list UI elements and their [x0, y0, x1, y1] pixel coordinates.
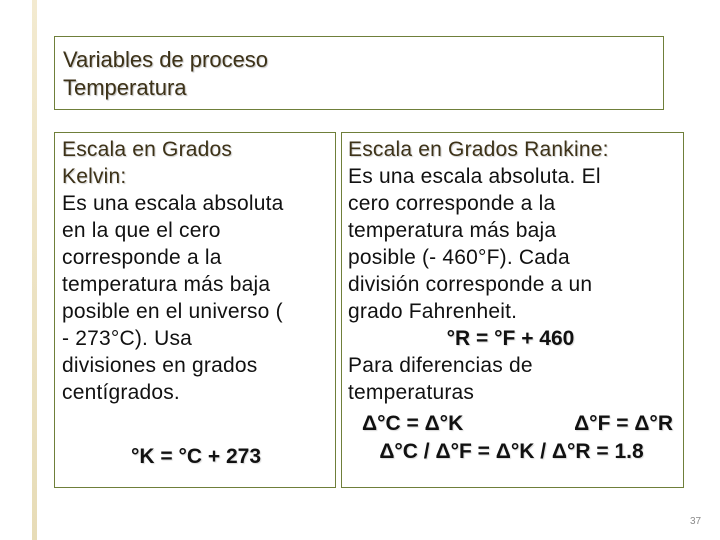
- rankine-body-line: temperatura más baja: [348, 219, 557, 242]
- kelvin-body-line: - 273°C). Usa: [62, 327, 193, 350]
- kelvin-body-line: temperatura más baja: [62, 273, 271, 296]
- rankine-formula: °R = °F + 460: [446, 327, 575, 350]
- diff-formula-celsius-kelvin: Δ°C = Δ°K: [362, 412, 464, 435]
- kelvin-heading-line-2: Kelvin:: [62, 165, 127, 188]
- rankine-column: [341, 132, 684, 488]
- ratio-formula: Δ°C / Δ°F = Δ°K / Δ°R = 1.8: [379, 440, 644, 463]
- differences-line: Para diferencias de: [348, 354, 533, 377]
- title-line-2: Temperatura: [63, 75, 187, 100]
- difference-formulas: [348, 410, 683, 438]
- kelvin-body-line: Es una escala absoluta: [62, 192, 284, 215]
- title-box: [54, 36, 664, 110]
- kelvin-body-line: en la que el cero: [62, 219, 221, 242]
- kelvin-body-line: posible en el universo (: [62, 300, 283, 323]
- decorative-side-bar: [32, 0, 37, 540]
- kelvin-formula: °K = °C + 273: [130, 445, 262, 468]
- rankine-body-line: grado Fahrenheit.: [348, 300, 518, 323]
- diff-formula-fahrenheit-rankine: Δ°F = Δ°R: [574, 412, 673, 435]
- rankine-body-line: división corresponde a un: [348, 273, 593, 296]
- rankine-body-line: cero corresponde a la: [348, 192, 556, 215]
- rankine-heading: Escala en Grados Rankine:: [348, 138, 609, 161]
- page-number: 37: [690, 516, 702, 527]
- rankine-body-line: posible (- 460°F). Cada: [348, 246, 570, 269]
- differences-line: temperaturas: [348, 381, 475, 404]
- rankine-body-line: Es una escala absoluta. El: [348, 165, 601, 188]
- kelvin-body-line: divisiones en grados: [62, 354, 258, 377]
- title-line-1: Variables de proceso: [63, 47, 269, 72]
- kelvin-column: [54, 132, 336, 488]
- kelvin-body-line: corresponde a la: [62, 246, 222, 269]
- kelvin-heading-line-1: Escala en Grados: [62, 138, 233, 161]
- kelvin-body-line: centígrados.: [62, 381, 180, 404]
